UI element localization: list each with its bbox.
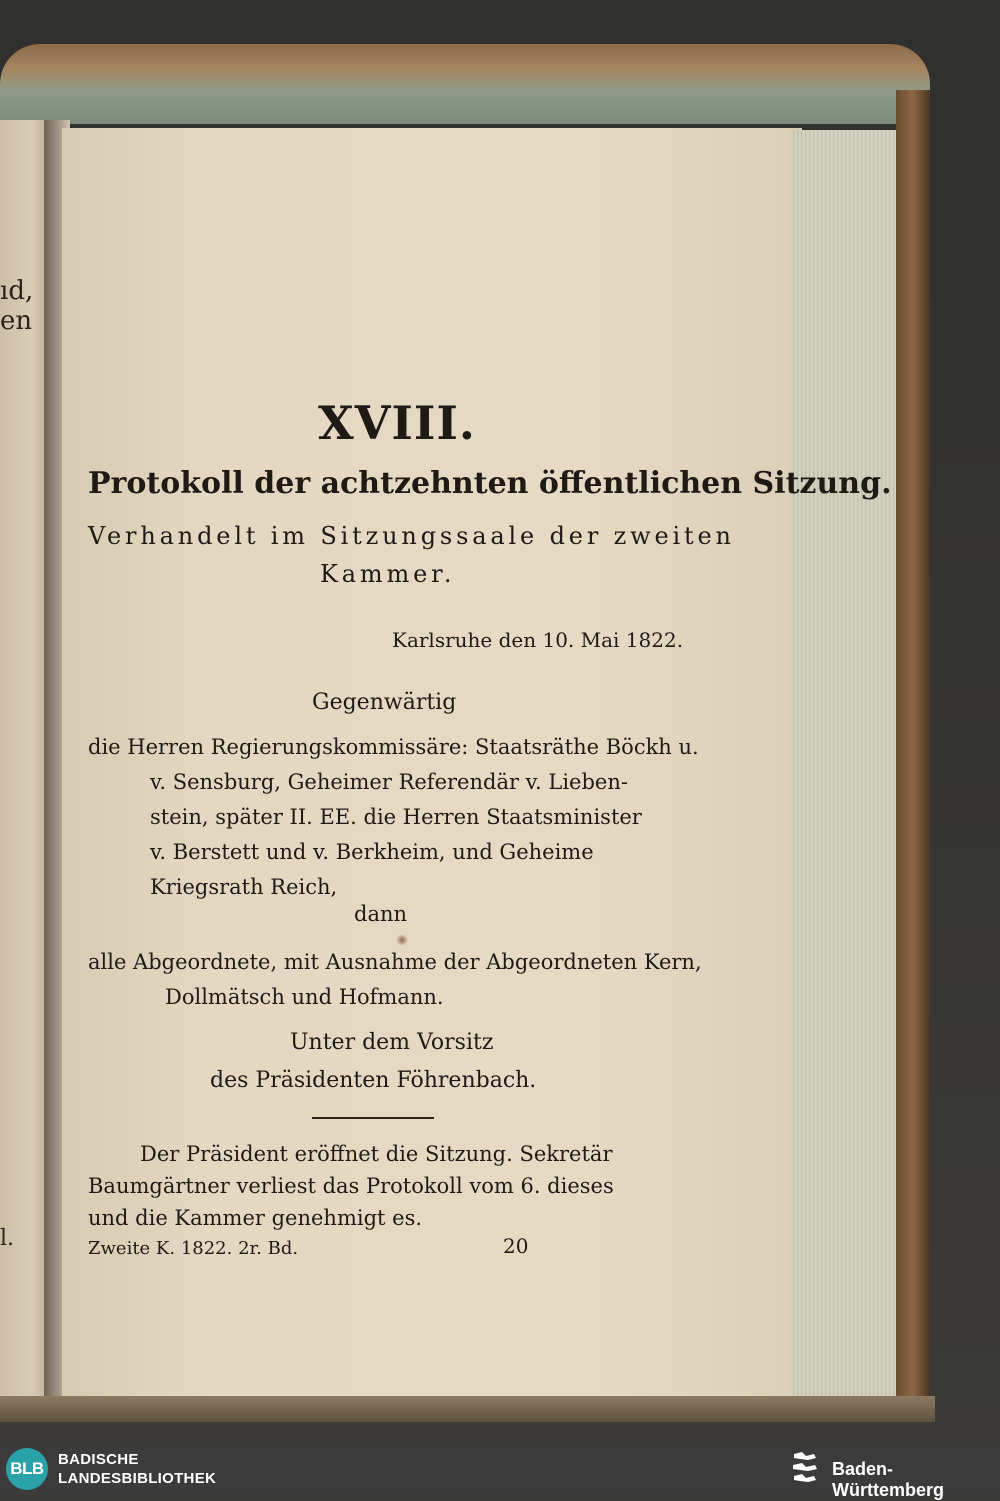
book-cover-edge [896, 90, 930, 1410]
left-page-fragment: l. [0, 1226, 15, 1251]
state-name[interactable]: Baden-Württemberg [832, 1459, 944, 1500]
chair-line: Unter dem Vorsitz [290, 1030, 494, 1055]
left-page-fragment: ıd, [0, 276, 34, 306]
blb-logo[interactable]: BLB [6, 1448, 48, 1490]
protocol-title: Protokoll der achtzehnten öffentlichen Sitzung. [88, 466, 892, 501]
section-divider [312, 1117, 434, 1119]
book-bottom-edge [0, 1396, 935, 1422]
chair-line: des Präsidenten Föhrenbach. [210, 1068, 537, 1093]
page-signature: Zweite K. 1822. 2r. Bd. [88, 1238, 299, 1259]
members-line: Dollmätsch und Hofmann. [165, 985, 444, 1009]
then-word: dann [354, 902, 408, 926]
library-name[interactable]: LANDESBIBLIOTHEK [58, 1470, 217, 1487]
signature-number: 20 [503, 1234, 529, 1258]
present-line: v. Berstett und v. Berkheim, und Geheime [150, 840, 594, 864]
body-line: und die Kammer genehmigt es. [88, 1206, 423, 1230]
left-page-fragment: en [0, 306, 33, 336]
present-line: Kriegsrath Reich, [150, 875, 338, 899]
present-line: die Herren Regierungskommissäre: Staatsräthe Böckh u. [88, 735, 699, 759]
book-top-edge [0, 44, 930, 124]
page-fore-edge [790, 130, 900, 1405]
library-name[interactable]: BADISCHE [58, 1451, 139, 1468]
paper-stain [396, 934, 408, 946]
chapter-number: XVIII. [318, 396, 476, 450]
body-line: Baumgärtner verliest das Protokoll vom 6. dieses [88, 1174, 614, 1198]
coat-of-arms-icon [790, 1450, 820, 1488]
present-heading: Gegenwärtig [312, 690, 457, 715]
members-line: alle Abgeordnete, mit Ausnahme der Abgeordneten Kern, [88, 950, 702, 974]
location-line: Kammer. [320, 560, 456, 588]
location-line: Verhandelt im Sitzungssaale der zweiten [88, 522, 735, 550]
place-date: Karlsruhe den 10. Mai 1822. [392, 628, 684, 652]
present-line: stein, später II. EE. die Herren Staatsminister [150, 805, 642, 829]
body-line: Der Präsident eröffnet die Sitzung. Sekretär [140, 1142, 613, 1166]
present-line: v. Sensburg, Geheimer Referendär v. Lieben- [150, 770, 628, 794]
